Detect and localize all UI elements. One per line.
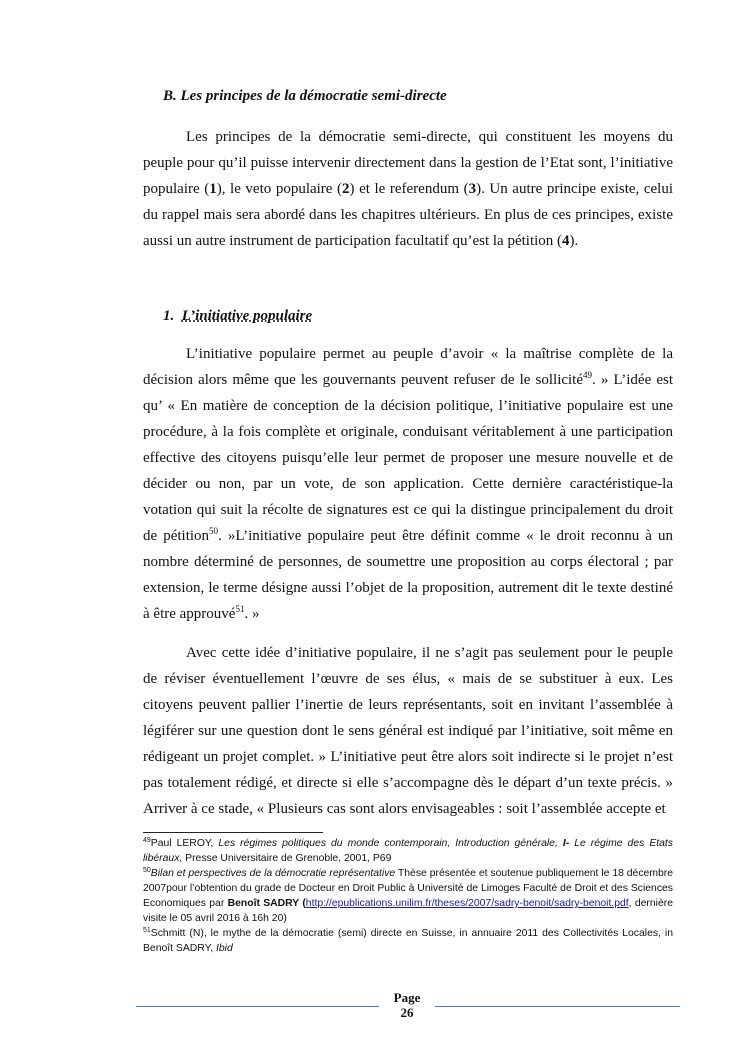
footnote-50-number: 50 xyxy=(143,867,151,874)
footer-rule-right xyxy=(435,1006,680,1007)
footnote-51-number: 51 xyxy=(143,927,151,934)
p2-text-1: L’initiative populaire permet au peuple d’avoir « la maîtrise complète de la décision alors même que les gouvernants peuvent refuser de le sollicité xyxy=(143,346,673,388)
footnote-49-author: Paul LEROY, xyxy=(150,838,219,849)
intro-text-5: ). xyxy=(569,233,579,249)
footnote-50-visit: , dernière visite le 05 avril 2016 à 16h 20) xyxy=(143,898,673,924)
footnote-ref-50[interactable]: 50 xyxy=(209,526,219,536)
footnote-49-title: Les régimes politiques du monde contemporain, Introduction générale, xyxy=(218,838,563,849)
intro-number-2: 2 xyxy=(342,181,350,197)
page-number-label xyxy=(379,990,435,1020)
footnote-51-text: Schmitt (N), le mythe de la démocratie (semi) directe en Suisse, in annuaire 2011 des Collectivités Locales, in Benoît SADRY, xyxy=(143,928,673,954)
footnote-49-number: 49 xyxy=(143,837,151,844)
footnote-ref-49[interactable]: 49 xyxy=(583,370,593,380)
paragraph-initiative xyxy=(143,341,673,627)
intro-paragraph xyxy=(143,124,673,254)
intro-text-3: ) et le referendum ( xyxy=(349,181,469,197)
intro-text-1: Les principes de la démocratie semi-directe, qui constituent les moyens du peuple pour qu’il puisse intervenir directement dans la gestion de l’Etat sont, l’initiative populaire ( xyxy=(143,129,673,197)
footnote-51 xyxy=(143,926,673,956)
footnote-49-title-2: Le régime des Etats libéraux, xyxy=(143,838,673,864)
p2-text-4: . » xyxy=(244,606,260,622)
sub-heading-number: 1. xyxy=(163,308,175,324)
intro-number-4: 4 xyxy=(562,233,570,249)
footnote-49-part: I- xyxy=(562,838,570,849)
p2-text-3: . »L’initiative populaire peut être définit comme « le droit reconnu à un nombre déterminé de personnes, de soumettre une proposition au corps électoral ; par extension, le terme désigne aussi l’objet de la proposition, autrement dit le texte destiné à être approuvé xyxy=(143,528,673,622)
footnote-50-link[interactable]: http://epublications.unilim.fr/theses/2007/sadry-benoit/sadry-benoit.pdf xyxy=(305,898,629,909)
sub-heading xyxy=(163,308,312,325)
intro-text-4: ). Un autre principe existe, celui du rappel mais sera abordé dans les chapitres ultérieurs. En plus de ces principes, existe aussi un autre instrument de participation facultatif qu’est la pétition ( xyxy=(143,181,674,249)
footnote-50-author: Benoît SADRY ( xyxy=(227,898,306,909)
footnote-51-ibid: Ibid xyxy=(215,943,233,954)
footer-rule-left xyxy=(136,1006,379,1007)
intro-text-2: ), le veto populaire ( xyxy=(216,181,343,197)
section-heading: B. Les principes de la démocratie semi-directe xyxy=(163,88,447,104)
intro-number-1: 1 xyxy=(209,181,217,197)
footnote-49 xyxy=(143,836,673,866)
sub-heading-title: L’initiative populaire xyxy=(181,308,313,324)
footnote-49-publisher: Presse Universitaire de Grenoble, 2001, P69 xyxy=(182,853,392,864)
footnote-50-text: Thèse présentée et soutenue publiquement le 18 décembre 2007pour l’obtention du grade de Docteur en Droit Public à Université de Limoges Faculté de Droit et des Sciences Economiques par xyxy=(143,868,673,909)
paragraph-avec-cette-idee: Avec cette idée d’initiative populaire, il ne s’agit pas seulement pour le peuple de réviser éventuellement l’œuvre de ses élus, « mais de se substituer à eux. Les citoyens peuvent pallier l’inertie de leurs représentants, soit en invitant l’assemblée à légiférer sur une question dont le sens général est indiqué par l’initiative, soit même en rédigeant un projet complet. » L’initiative peut être alors soit indirecte si le projet n’est pas totalement rédigé, et directe si elle s’accompagne dès le départ d’un texte précis. » Arriver à ce stade, « Plusieurs cas sont alors envisageables : soit l’assemblée accepte et xyxy=(143,645,673,817)
intro-number-3: 3 xyxy=(468,181,477,197)
footnotes xyxy=(143,836,673,956)
page-number: 26 xyxy=(400,1005,414,1020)
footnote-50 xyxy=(143,866,673,926)
footnote-ref-51[interactable]: 51 xyxy=(235,604,245,614)
footnote-50-title: Bilan et perspectives de la démocratie représentative xyxy=(150,868,396,879)
p2-text-2: . » L’idée est qu’ « En matière de conception de la décision politique, l’initiative populaire est une procédure, à la fois complète et originale, conduisant véritablement à une participation effective des citoyens puisqu’elle leur permet de proposer une mesure nouvelle et de décider ou non, par un vote, de son application. Cette dernière caractéristique-la votation qui suit la récolte de signatures est ce qui la distingue principalement du droit de pétition xyxy=(143,372,673,544)
page-word: Page xyxy=(393,990,421,1005)
footnote-separator xyxy=(143,832,323,833)
